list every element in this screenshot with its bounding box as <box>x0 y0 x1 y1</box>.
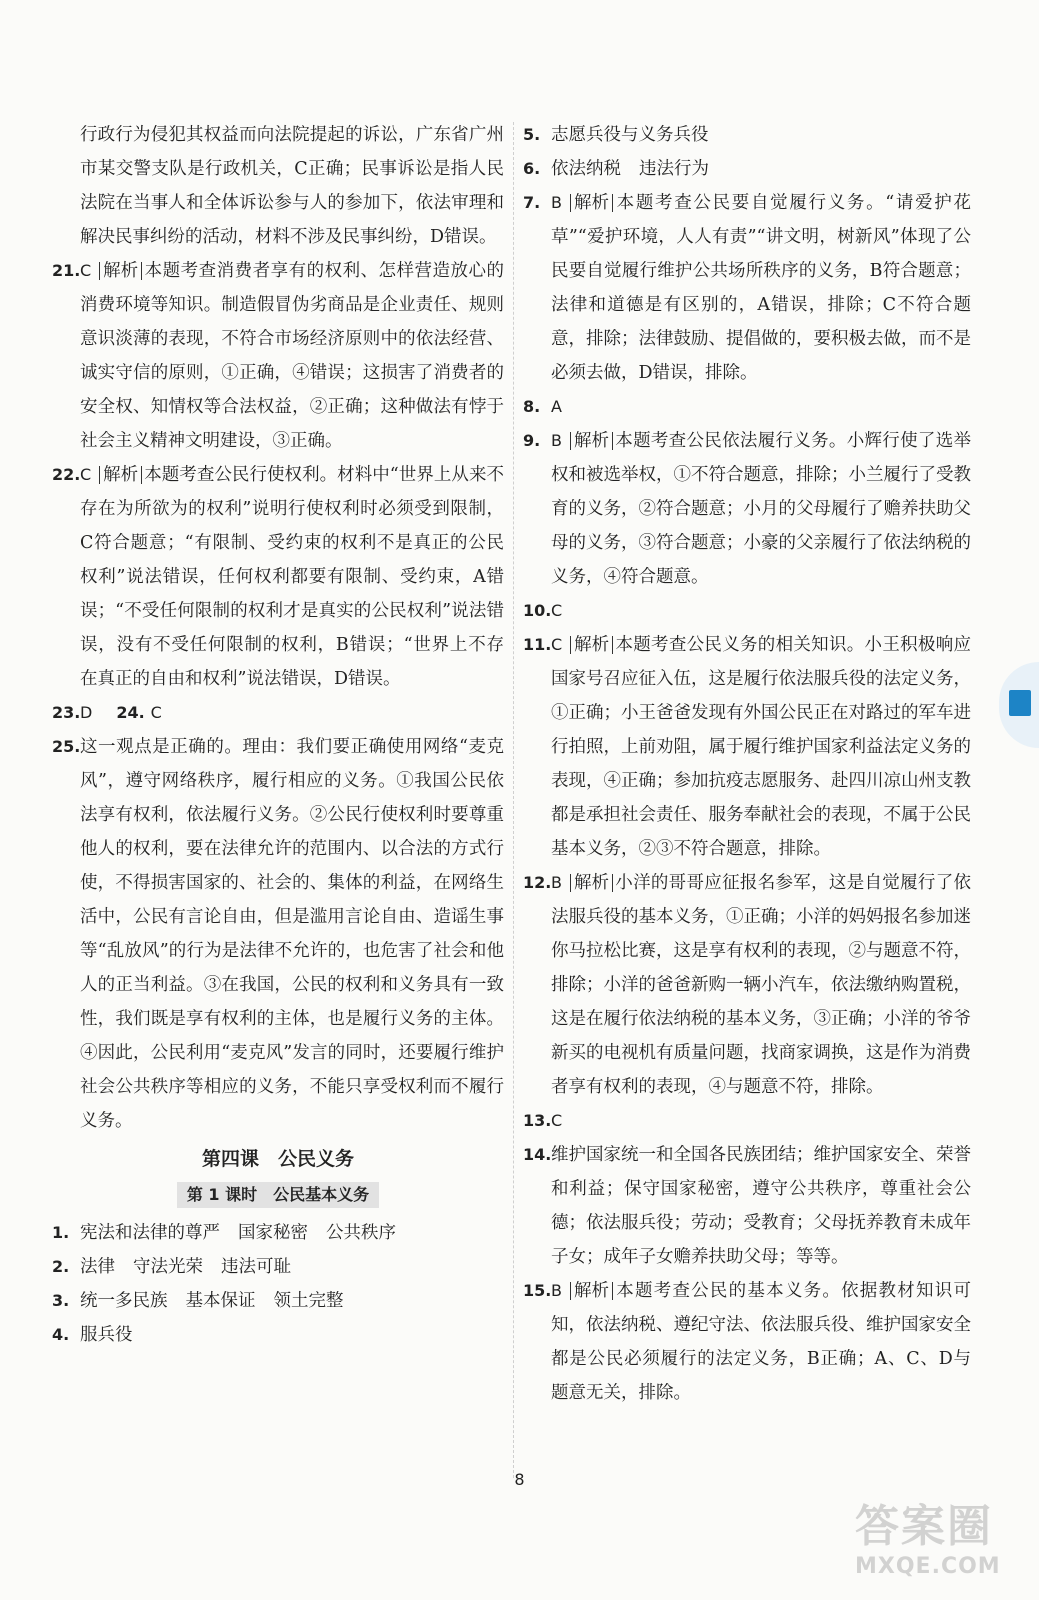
answer-9 <box>523 424 971 594</box>
answer-text: 小洋的哥哥应征报名参军，这是自觉履行了依法服兵役的基本义务，①正确；小洋的妈妈报名参加迷你马拉松比赛，这是享有权利的表现，②与题意不符，排除；小洋的爸爸新购一辆小汽车，依法缴纳购置税，这是在履行依法纳税的基本义务，③正确；小洋的爷爷新买的电视机有质量问题，找商家调换，这是作为消费者享有权利的表现，④与题意不符，排除。 <box>551 873 971 1097</box>
answer-choice: C <box>80 465 92 484</box>
question-number: 23. <box>52 703 81 722</box>
answer-choice: C <box>150 703 162 722</box>
column-divider <box>513 122 514 1478</box>
answer-text: 这一观点是正确的。理由：我们要正确使用网络“麦克风”，遵守网络秩序，履行相应的义务。①我国公民依法享有权利，依法履行义务。②公民行使权利时要尊重他人的权利，要在法律允许的范围内、以合法的方式行使，不得损害国家的、社会的、集体的利益，在网络生活中，公民有言论自由，但是滥用言论自由、造谣生事等“乱放风”的行为是法律不允许的，也危害了社会和他人的正当利益。③在我国，公民的权利和义务具有一致性，我们既是享有权利的主体，也是履行义务的主体。④因此，公民利用“麦克风”发言的同时，还要履行维护社会公共秩序等相应的义务，不能只享受权利而不履行义务。 <box>80 737 504 1131</box>
right-column <box>523 118 971 1410</box>
fill-part: 依法纳税 <box>551 159 621 179</box>
analysis-tag: 解析 <box>99 262 142 280</box>
fill-answer-1 <box>52 1216 504 1250</box>
analysis-tag: 解析 <box>570 636 613 654</box>
fill-part: 违法可耻 <box>221 1257 291 1277</box>
answer-choice: B <box>551 431 562 450</box>
answer-14 <box>523 1138 971 1274</box>
question-number: 13. <box>523 1111 552 1130</box>
answer-8 <box>523 390 971 424</box>
fill-answer-3 <box>52 1284 504 1318</box>
lesson-title: 第四课 公民义务 <box>201 1148 354 1170</box>
period-title-wrap <box>52 1178 504 1212</box>
answer-choice: C <box>80 261 92 280</box>
watermark-bottom: MXQE.COM <box>855 1554 1001 1579</box>
fill-part: 服兵役 <box>80 1325 133 1345</box>
fill-part: 宪法和法律的尊严 <box>80 1223 220 1243</box>
analysis-tag: 解析 <box>570 874 613 892</box>
question-number: 9. <box>523 431 541 450</box>
page-number: 8 <box>514 1470 525 1489</box>
question-number: 6. <box>523 159 541 178</box>
answer-choice: D <box>80 703 93 722</box>
answer-text: 本题考查公民要自觉履行义务。“请爱护花草”“爱护环境，人人有责”“讲文明，树新风”体现了公民要自觉履行维护公共场所秩序的义务，B符合题意；法律和道德是有区别的，A错误，排除；C不符合题意，排除；法律鼓励、提倡做的，要积极去做，而不是必须去做，D错误，排除。 <box>551 193 971 383</box>
question-number: 10. <box>523 601 552 620</box>
answer-12 <box>523 866 971 1104</box>
question-number: 5. <box>523 125 541 144</box>
side-bookmark-tab <box>999 662 1039 748</box>
answer-text: 行政行为侵犯其权益而向法院提起的诉讼，广东省广州市某交警支队是行政机关，C正确；民事诉讼是指人民法院在当事人和全体诉讼参与人的参加下，依法审理和解决民事纠纷的活动，材料不涉及民事纠纷，D错误。 <box>80 125 504 247</box>
answer-25 <box>52 730 504 1138</box>
analysis-tag: 解析 <box>99 466 142 484</box>
question-number: 15. <box>523 1281 552 1300</box>
answer-text: 本题考查公民的基本义务。依据教材知识可知，依法纳税、遵纪守法、依法服兵役、维护国家安全都是公民必须履行的法定义务，B正确；A、C、D与题意无关，排除。 <box>551 1281 971 1403</box>
question-number: 1. <box>52 1223 70 1242</box>
answer-text: 本题考查公民义务的相关知识。小王积极响应国家号召应征入伍，这是履行依法服兵役的法定义务，①正确；小王爸爸发现有外国公民正在对路过的军车进行拍照，上前劝阻，属于履行维护国家利益法定义务的表现，④正确；参加抗疫志愿服务、赴四川凉山州支教都是承担社会责任、服务奉献社会的表现，不属于公民基本义务，②③不符合题意，排除。 <box>551 635 971 859</box>
answer-choice: A <box>551 397 562 416</box>
answer-22 <box>52 458 504 696</box>
question-number: 12. <box>523 873 552 892</box>
question-number: 22. <box>52 465 81 484</box>
question-number: 11. <box>523 635 552 654</box>
answer-7 <box>523 186 971 390</box>
answer-text: 本题考查公民行使权利。材料中“世界上从来不存在为所欲为的权利”说明行使权利时必须受到限制，C符合题意；“有限制、受约束的权利不是真正的公民权利”说法错误，任何权利都要有限制、受约束，A错误；“不受任何限制的权利才是真实的公民权利”说法错误，没有不受任何限制的权利，B错误；“世界上不存在真正的自由和权利”说法错误，D错误。 <box>80 465 504 689</box>
answer-11 <box>523 628 971 866</box>
fill-part: 统一多民族 <box>80 1291 168 1311</box>
watermark-logo <box>855 1490 1025 1590</box>
question-number: 21. <box>52 261 81 280</box>
fill-answer-4 <box>52 1318 504 1352</box>
left-column <box>52 118 504 1352</box>
question-number: 3. <box>52 1291 70 1310</box>
answer-15 <box>523 1274 971 1410</box>
fill-part: 国家秘密 <box>238 1223 308 1243</box>
answer-choice: C <box>551 635 563 654</box>
question-number: 24. <box>116 703 145 722</box>
fill-part: 领土完整 <box>273 1291 344 1311</box>
question-number: 25. <box>52 737 81 756</box>
question-number: 4. <box>52 1325 70 1344</box>
fill-part: 基本保证 <box>185 1291 256 1311</box>
fill-answer-6 <box>523 152 971 186</box>
fill-part: 志愿兵役与义务兵役 <box>551 125 709 145</box>
fill-part: 违法行为 <box>639 159 709 179</box>
answer-21 <box>52 254 504 458</box>
question-number: 8. <box>523 397 541 416</box>
question-number: 14. <box>523 1145 552 1164</box>
answer-10 <box>523 594 971 628</box>
answer-23-24 <box>52 696 504 730</box>
answer-choice: B <box>551 193 562 212</box>
answer-choice: C <box>551 1111 563 1130</box>
cube-icon <box>1009 690 1031 716</box>
fill-part: 守法光荣 <box>133 1257 203 1277</box>
fill-answer-5 <box>523 118 971 152</box>
answer-choice: C <box>551 601 563 620</box>
fill-part: 法律 <box>80 1257 115 1277</box>
fill-part: 公共秩序 <box>326 1223 396 1243</box>
answer-text: 本题考查消费者享有的权利、怎样营造放心的消费环境等知识。制造假冒伪劣商品是企业责任、规则意识淡薄的表现，不符合市场经济原则中的依法经营、诚实守信的原则，①正确，④错误；这损害了消费者的安全权、知情权等合法权益，②正确；这种做法有悖于社会主义精神文明建设，③正确。 <box>80 261 504 451</box>
watermark-top: 答案圈 <box>855 1501 993 1552</box>
period-title: 第 1 课时 公民基本义务 <box>177 1182 379 1208</box>
answer-13 <box>523 1104 971 1138</box>
fill-answer-2 <box>52 1250 504 1284</box>
question-number: 7. <box>523 193 541 212</box>
answer-text: 维护国家统一和全国各民族团结；维护国家安全、荣誉和利益；保守国家秘密，遵守公共秩序，尊重社会公德；依法服兵役；劳动；受教育；父母抚养教育未成年子女；成年子女赡养扶助父母；等等。 <box>551 1145 971 1267</box>
answer-choice: B <box>551 1281 562 1300</box>
analysis-tag: 解析 <box>570 432 613 450</box>
answer-choice: B <box>551 873 562 892</box>
analysis-tag: 解析 <box>570 194 613 212</box>
analysis-tag: 解析 <box>570 1282 613 1300</box>
answer-text: 本题考查公民依法履行义务。小辉行使了选举权和被选举权，①不符合题意，排除；小兰履行了受教育的义务，②符合题意；小月的父母履行了赡养扶助父母的义务，③符合题意；小豪的父亲履行了依法纳税的义务，④符合题意。 <box>551 431 971 587</box>
question-number: 2. <box>52 1257 70 1276</box>
answer-20-continued <box>52 118 504 254</box>
